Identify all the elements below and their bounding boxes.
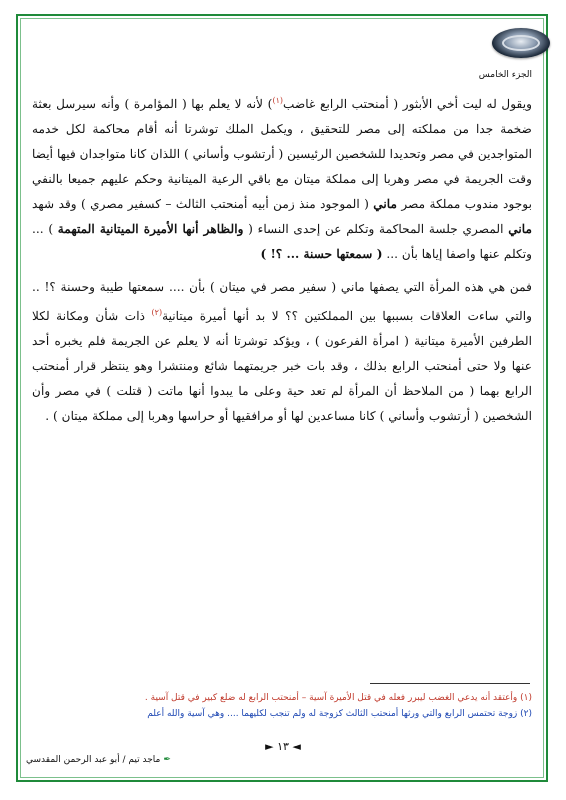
text-run: ذات شأن ومكانة لكلا الطرفين الأميرة ميتانية ( امرأة الفرعون ) ، ويؤكد توشرتا أنه لا يعلم عن الجريمة فلم يخبره أحد عنها ولا حتى أمنحتب الرابع بذلك ، وقد بات خبر جريمتهما شائع ومنتشرا وهو ينتظر قرار أمنحتب الرابع بهما ( من الملاحظ أن المرأة لم تعد حية وعلى ما يبدوا أنها ماتت ( قتلت ) في مصر وأن الشخصين ( أرتشوب وأساني ) كانا مساعدين لها أو مرافقيها أو حراسها وهربا إلى مملكة ميتان ) .	[32, 309, 532, 424]
paragraph-1	[32, 88, 532, 267]
logo-ring	[502, 35, 540, 51]
text-run: ويقول له ليت أخي الأبثور ( أمنحتب الرابع غاضب	[282, 97, 532, 112]
text-run: ( الموجود منذ زمن أبيه أمنحتب الثالث – كسفير مصري ) وقد شهد	[32, 197, 374, 212]
globe-logo-icon	[492, 28, 550, 58]
author-signature	[26, 755, 171, 765]
part-label: الجزء الخامس	[478, 70, 532, 80]
bold-name: ماني	[373, 197, 398, 212]
text-run: فمن هي هذه المرأة التي يصفها ماني ( سفير مصر في ميتان ) بأن .... سمعتها طيبة وحسنة ؟! .. والتي ساءت العلاقات بسببها بين المملكتين ؟؟ لا بد أنها أميرة ميتانية	[32, 280, 532, 324]
bold-phrase: والظاهر أنها الأميرة الميتانية المتهمة	[57, 222, 244, 237]
main-text	[32, 88, 532, 429]
footnotes	[32, 690, 532, 722]
text-run: ) لأنه لا يعلم بها ( المؤامرة ) وأنه سيرسل بعثة ضخمة جدا من مملكته إلى مصر للتحقيق ، ويكمل الملك توشرتا أنه أقام محاكمة لكل خدمه المتواجدين في مصر وتحديدا للشخصين الرئيسين ( أرتشوب وأساني ) اللذان كانا متواجدان فيها أيضا وقت الجريمة في مصر وهربا إلى مملكة ميتان مع باقي الرعية الميتانية وحكم عليهم جميعا بالنفي بوجود مندوب مملكة مصر	[32, 97, 532, 212]
page-number: ◄ ١٣ ►	[265, 740, 301, 753]
pen-icon: ✒	[163, 755, 171, 765]
bold-phrase: ( سمعتها حسنة ... ؟! )	[260, 247, 383, 262]
footnote-divider	[370, 683, 530, 684]
text-run: المصري جلسة المحاكمة وتكلم عن إحدى النساء (	[243, 222, 509, 237]
bold-name: ماني	[508, 222, 532, 237]
footnote-2: (٢) زوجة تحتمس الرابع والتي ورثها أمنحتب الثالث كزوجة له ولم تنجب لكليهما .... وهي آسية والله أعلم	[147, 709, 532, 719]
paragraph-2	[32, 275, 532, 429]
footnote-1: (١) وأعتقد أنه يدعي الغضب ليبرر فعله في قتل الأميرة آسية – أمنحتب الرابع له ضلع كبير في قتل آسية .	[144, 693, 532, 703]
footnote-marker-2[interactable]: (٢)	[151, 308, 163, 318]
footnote-marker-1[interactable]: (١)	[272, 96, 283, 105]
text-run: ) ... وتكلم عنها واصفا إياها بأن ...	[32, 222, 532, 262]
author-name: ماجد تيم / أبو عبد الرحمن المقدسي	[26, 755, 161, 765]
